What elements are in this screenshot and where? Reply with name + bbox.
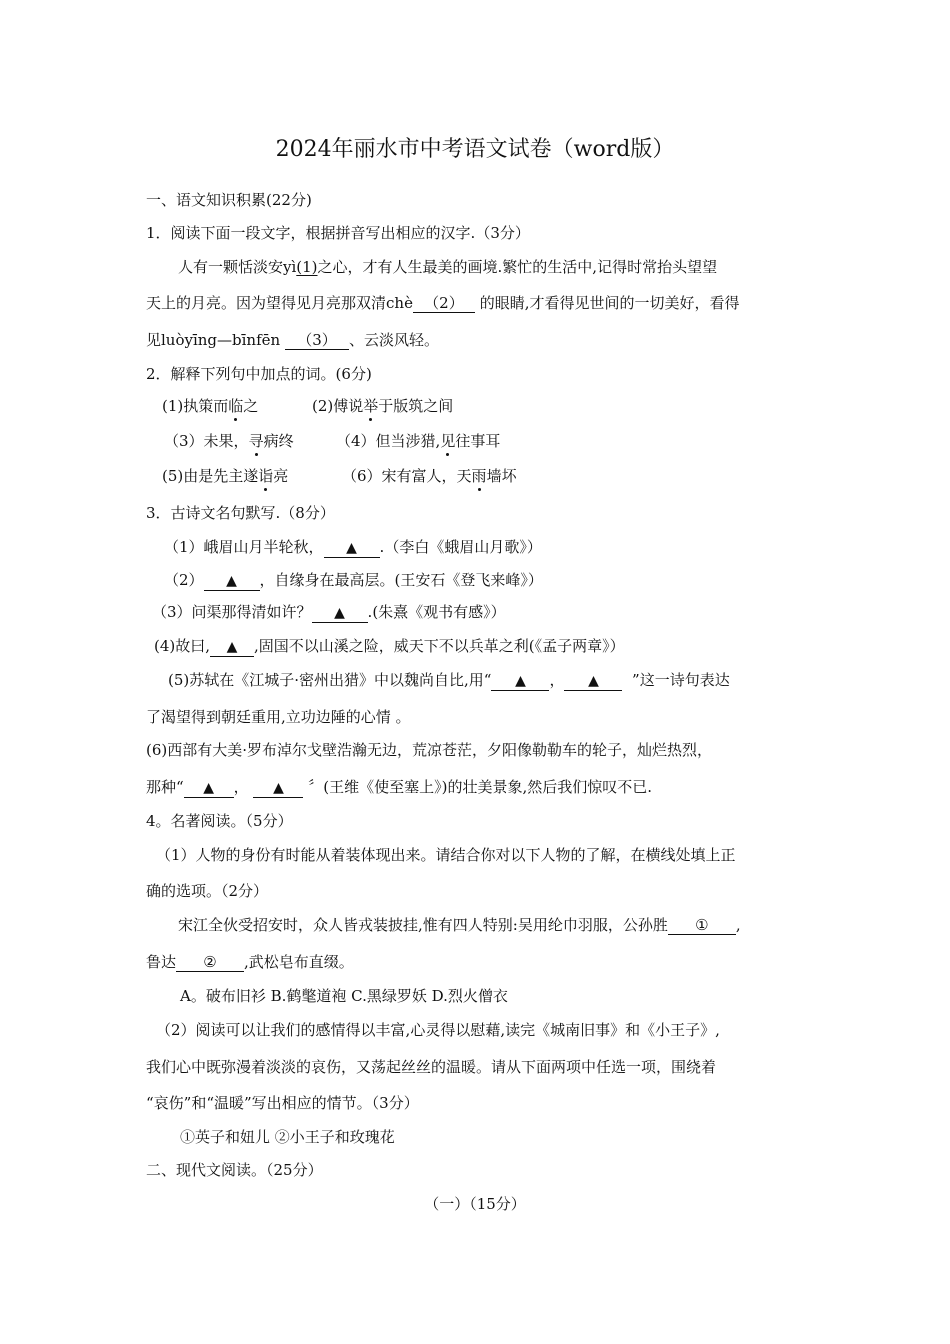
q2-dotted-word: 临 [228,397,244,415]
q3-answer-blank: ▲ [491,672,549,691]
q2-item-text: 之 [243,397,259,415]
q4-choice-items: ①英子和妞儿 ②小王子和玫瑰花 [180,1128,395,1146]
q3-line-3 [152,602,506,623]
q3-text: .(朱熹《观书有感》） [367,603,506,621]
q1-text: 、云淡风轻。 [348,331,439,349]
q4-prompt: 4。名著阅读。（5分） [146,812,293,830]
q3-text: ， [549,671,565,689]
q3-text: 那种“ [146,778,184,796]
q2-item-3 [164,431,294,451]
q1-blank-1: (1) [296,258,318,276]
q3-line-7: (6)西部有大美·罗布淖尔戈壁浩瀚无边，荒凉苍茫，夕阳像勒勒车的轮子，灿烂热烈， [146,741,713,759]
q3-text: （1）峨眉山月半轮秋， [164,538,324,556]
q3-text: ”这一诗句表达 [632,671,730,689]
q4-blank-1: ① [668,916,736,935]
q2-item-text: （4）但当涉猎, [336,432,441,450]
q2-item-text: 墙坏 [486,467,517,485]
q3-answer-blank: ▲ [204,572,260,591]
q3-answer-blank: ▲ [312,604,368,623]
q4-text: ,武松皂布直缀。 [244,953,354,971]
q4-text: 宋江全伙受招安时，众人皆戎装披挂,惟有四人特别:吴用纶巾羽服，公孙胜 [178,916,668,934]
section-2-heading: 二、现代文阅读。（25分） [146,1161,323,1179]
q3-text: (5)苏轼在《江城子·密州出猎》中以魏尚自比,用“ [168,671,492,689]
q1-text: 见luòyīng—bīnfēn [146,331,281,349]
q3-prompt: 3．古诗文名句默写.（8分） [146,504,335,522]
q2-item-text: 于版筑之间 [378,397,454,415]
q4-text-line-1: （1）人物的身份有时能从着装体现出来。请结合你对以下人物的了解，在横线处填上正 [156,846,736,864]
document-title: 2024年丽水市中考语文试卷（word版） [275,137,675,162]
q3-answer-blank: ▲ [210,638,254,657]
q4-text-line-5: （2）阅读可以让我们的感情得以丰富,心灵得以慰藉,读完《城南旧事》和《小王子》, [156,1021,720,1039]
q3-line-1 [164,537,542,558]
q3-text: （2） [164,571,204,589]
q3-answer-blank: ▲ [564,672,622,691]
q4-text-line-7: “哀伤”和“温暖”写出相应的情节。（3分） [146,1094,419,1112]
q2-dotted-word: 诣 [258,467,274,485]
q2-item-text: (1)执策而 [162,397,229,415]
q2-item-text: (5)由是先主遂 [162,467,259,485]
q3-line-5 [168,670,730,691]
q1-paragraph-line-1 [178,257,717,277]
q3-text: (4)故曰, [154,637,211,655]
q3-line-2 [164,570,543,591]
q3-text: （3）问渠那得清如许？ [152,603,312,621]
q1-text: 的眼睛,才看得见世间的一切美好，看得 [479,294,740,312]
q4-text-line-3 [178,915,741,935]
q3-text: 〞(王维《使至塞上》)的壮美景象,然后我们惊叹不已. [308,778,652,796]
q2-dotted-word: 寻 [248,432,264,450]
q1-blank-3: （3） [285,331,349,350]
q2-item-4 [336,431,500,451]
q1-prompt: 1．阅读下面一段文字，根据拼音写出相应的汉字.（3分） [146,224,530,242]
q4-text-line-2: 确的选项。（2分） [146,882,269,900]
q2-item-6 [342,466,517,486]
q3-answer-blank: ▲ [253,779,303,798]
q2-dotted-word: 举 [363,397,379,415]
q2-dotted-word: 见 [440,432,456,450]
q2-item-5 [162,466,288,486]
q3-line-6: 了渴望得到朝廷重用,立功边陲的心情 。 [146,708,411,726]
q2-item-text: （6）宋有富人，天 [342,467,472,485]
q4-text-line-6: 我们心中既弥漫着淡淡的哀伤，又荡起丝丝的温暖。请从下面两项中任选一项，围绕着 [146,1058,717,1076]
q2-item-text: （3）未果， [164,432,249,450]
q2-item-text: 病终 [263,432,294,450]
q3-answer-blank: ▲ [324,539,380,558]
q2-dotted-word: 雨 [471,467,487,485]
q4-blank-2: ② [176,953,244,972]
q3-line-8 [146,777,652,798]
q3-text: ，自缘身在最高层。(王安石《登飞来峰》） [259,571,543,589]
q1-text: 天上的月亮。因为望得见月亮那双清chè [146,294,413,312]
q2-item-text: 往事耳 [455,432,501,450]
q2-item-text: (2)傅说 [312,397,364,415]
q1-blank-2: （2） [413,294,475,313]
q4-text-line-4 [146,952,354,972]
q2-item-2 [312,396,453,416]
q3-text: .（李白《蛾眉山月歌》） [379,538,542,556]
section-2-subheading: （一）（15分） [424,1195,526,1213]
q1-paragraph-line-3 [146,330,439,350]
q1-paragraph-line-2 [146,293,740,313]
q4-options: A。破布旧衫 B.鹤氅道袍 C.黑绿罗妖 D.烈火僧衣 [180,987,508,1005]
q2-item-text: 亮 [273,467,289,485]
q1-text: 之心，才有人生最美的画境.繁忙的生活中,记得时常抬头望望 [317,258,718,276]
section-1-heading: 一、语文知识积累(22分) [146,191,312,209]
q2-prompt: 2．解释下列句中加点的词。(6分) [146,365,372,383]
q3-text: ， [233,778,249,796]
q3-line-4 [154,636,625,657]
q1-text: 人有一颗恬淡安yì [178,258,297,276]
q4-text: , [735,916,741,934]
q2-item-1 [162,396,258,416]
q3-text: ,固国不以山溪之险，威天下不以兵革之利(《孟子两章》） [254,637,625,655]
q4-text: 鲁达 [146,953,177,971]
q3-answer-blank: ▲ [184,779,234,798]
